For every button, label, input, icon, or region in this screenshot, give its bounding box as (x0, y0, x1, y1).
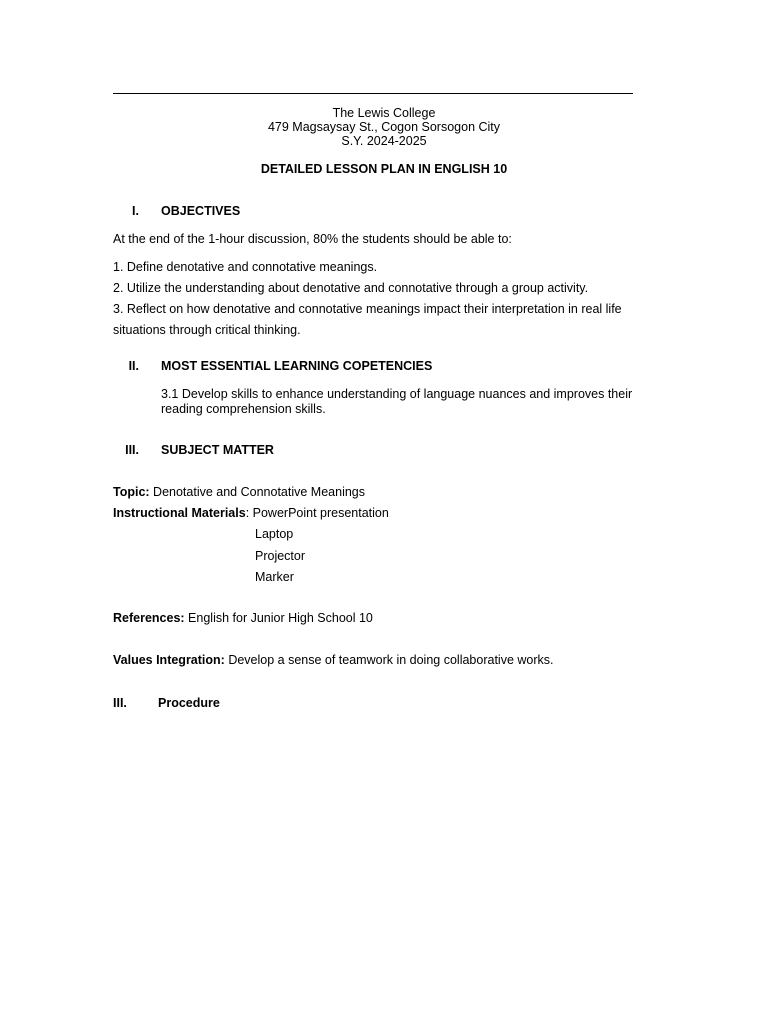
college-address: 479 Magsaysay St., Cogon Sorsogon City (267, 120, 501, 134)
material-marker: Marker (255, 570, 294, 584)
topic-label: Topic: (113, 485, 150, 499)
subject-matter-heading: SUBJECT MATTER (161, 443, 274, 457)
procedure-heading: Procedure (158, 696, 220, 710)
materials-line (113, 506, 389, 520)
procedure-numeral: III. (113, 696, 127, 710)
objective-item-3: 3. Reflect on how denotative and connotative meanings impact their interpretation in real life situations through critical thinking. (113, 302, 622, 337)
values-value: Develop a sense of teamwork in doing collaborative works. (224, 653, 554, 667)
materials-first: : PowerPoint presentation (245, 506, 389, 520)
objectives-numeral: I. (132, 204, 139, 218)
material-projector: Projector (255, 549, 306, 563)
values-label: Values Integration: (113, 653, 225, 667)
references-value: English for Junior High School 10 (184, 611, 373, 625)
material-laptop: Laptop (255, 527, 294, 541)
materials-label: Instructional Materials (113, 506, 246, 520)
references-label: References: (113, 611, 185, 625)
header-rule (113, 93, 633, 94)
topic-line (113, 485, 365, 499)
competencies-heading: MOST ESSENTIAL LEARNING COPETENCIES (161, 359, 433, 373)
objectives-intro: At the end of the 1-hour discussion, 80% the students should be able to: (113, 232, 512, 246)
subject-matter-numeral: III. (125, 443, 139, 457)
objectives-heading: OBJECTIVES (161, 204, 241, 218)
college-name: The Lewis College (332, 106, 436, 120)
school-year: S.Y. 2024-2025 (341, 134, 427, 148)
topic-value: Denotative and Connotative Meanings (149, 485, 365, 499)
document-title: DETAILED LESSON PLAN IN ENGLISH 10 (260, 162, 508, 176)
objective-item-2: 2. Utilize the understanding about denotative and connotative through a group activity. (113, 281, 589, 295)
references-line (113, 611, 373, 625)
values-line (113, 653, 553, 667)
competency-text: 3.1 Develop skills to enhance understanding of language nuances and improves their reading comprehension skills. (161, 387, 633, 416)
competencies-numeral: II. (128, 359, 139, 373)
objective-item-1: 1. Define denotative and connotative meanings. (113, 260, 378, 274)
